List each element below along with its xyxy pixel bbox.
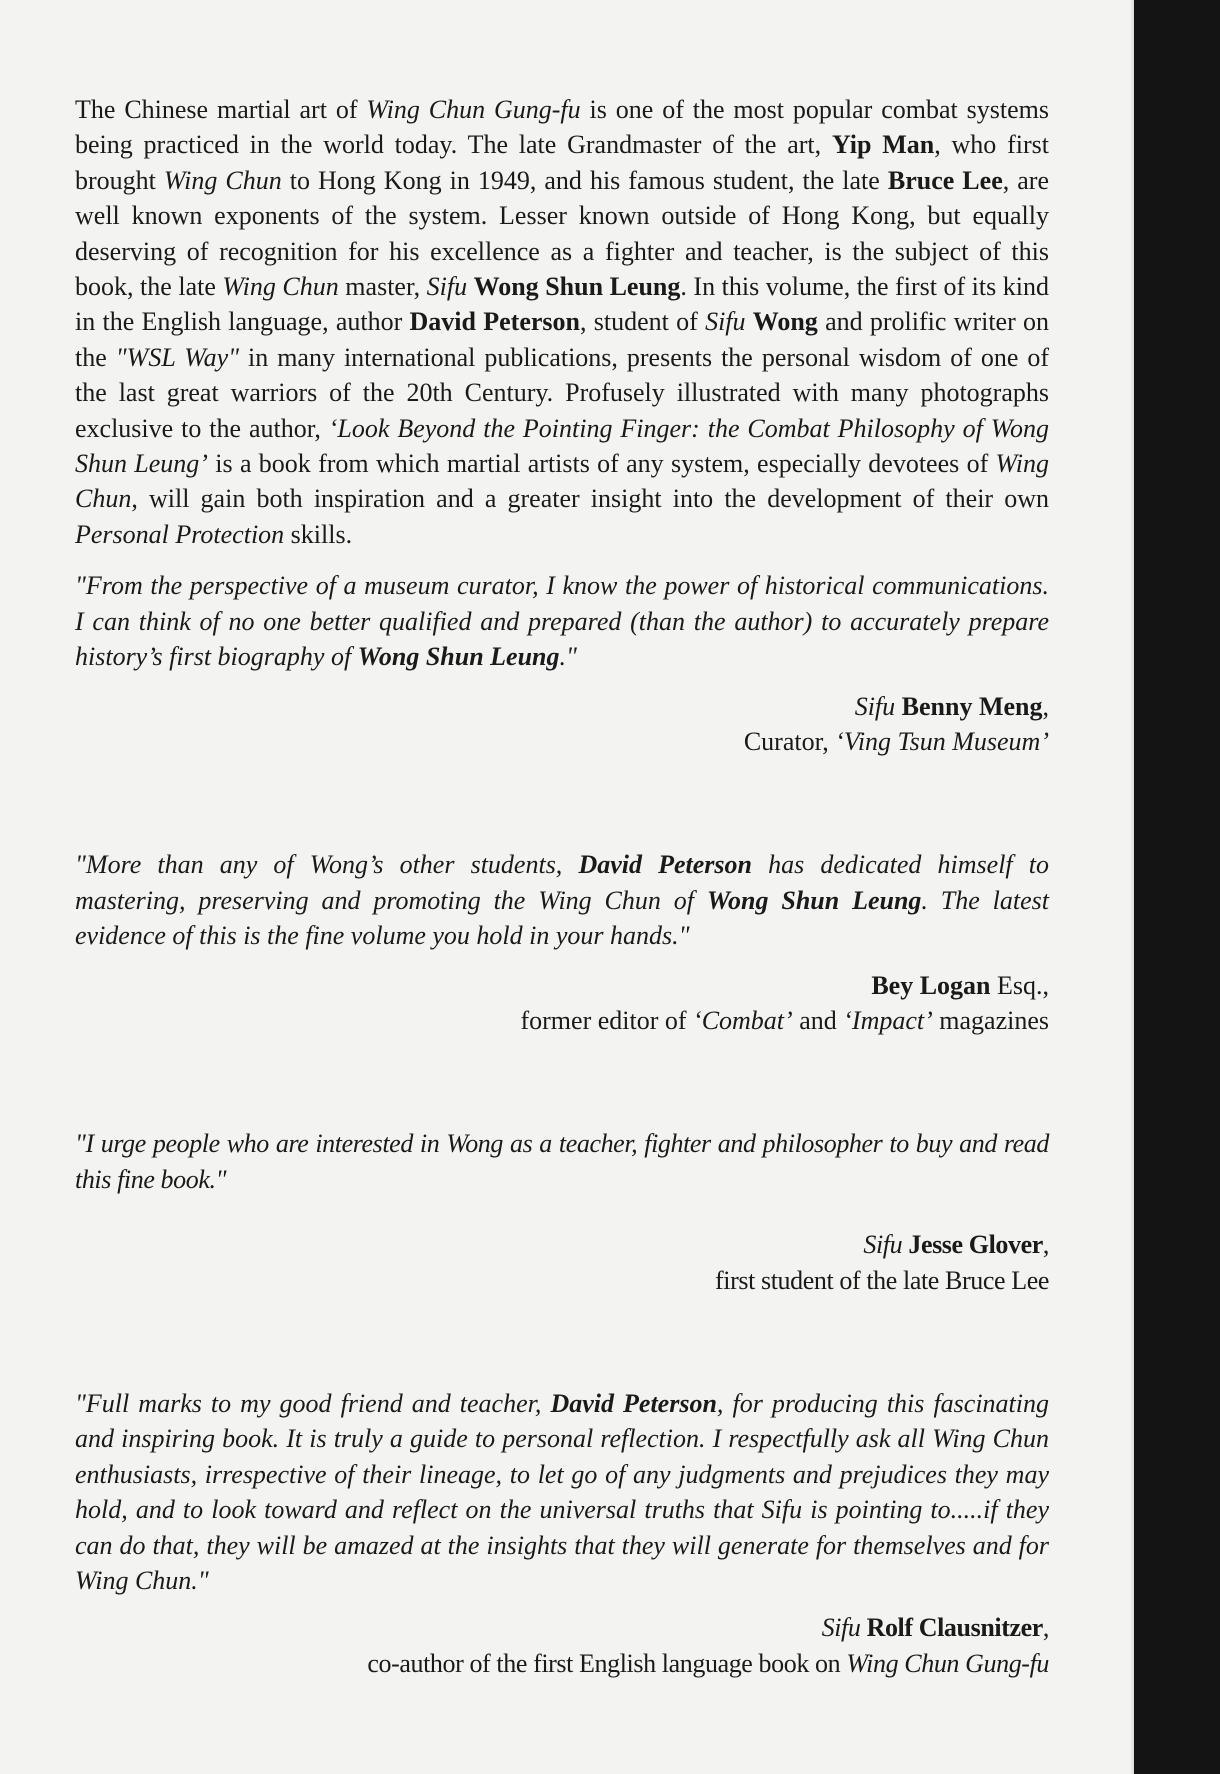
text: , who first brought (75, 130, 1049, 195)
attribution-name: Rolf Clausnitzer (866, 1613, 1043, 1643)
honorific: Sifu (821, 1613, 861, 1643)
person-name: Yip Man (831, 130, 935, 160)
text: is one of the most popular combat systems being practiced in the world today. The late Grandmaster of the art, (75, 95, 1049, 160)
text: skills. (284, 519, 353, 549)
attribution-role: first student of the late Bruce Lee (715, 1265, 1049, 1295)
author-name: David Peterson (550, 1388, 717, 1418)
text: , (1042, 1230, 1049, 1260)
text: , are well known exponents of the system. Lesser known outside of Hong Kong, but equally deserving of recognition for his excellence as a fighter and teacher, is the subject of this book, the late (75, 165, 1049, 302)
quote-text: "More than any of Wong’s other students, (75, 850, 579, 880)
person-name: Wong (752, 307, 818, 337)
text: magazines (932, 1005, 1049, 1035)
quote-text: "From the perspective of a museum curator, I know the power of historical communications. I can think of no one better qualified and prepared (than the author) to accurately prepare history’s first biography of (75, 571, 1049, 672)
testimonial-attribution-meng (75, 689, 1049, 760)
skill-name: Personal Protection (75, 519, 285, 549)
testimonial-quote-meng (75, 568, 1049, 674)
attribution-role: co-author of the first English language book on (367, 1648, 847, 1678)
author-name: David Peterson (409, 307, 580, 337)
quote-text: "I urge people who are interested in Wong as a teacher, fighter and philosopher to buy and read this fine book." (75, 1129, 1049, 1194)
quote-text: ." (559, 642, 577, 672)
text: to Hong Kong in 1949, and his famous student, the late (281, 165, 888, 195)
attribution-name: Bey Logan (871, 970, 991, 1000)
testimonial-quote-glover (75, 1126, 1049, 1197)
quote-text: has dedicated himself to mastering, preserving and promoting the Wing Chun of (75, 850, 1049, 915)
text: in many international publications, presents the personal wisdom of one of the last great warriors of the 20th Century. Profusely illustrated with many photographs exclusive to the author, (75, 342, 1050, 443)
testimonial-quote-clausnitzer (75, 1386, 1049, 1598)
person-name: Bruce Lee (887, 165, 1003, 195)
text (746, 307, 753, 336)
book-spine (1134, 0, 1220, 1774)
text: and prolific writer on the (75, 307, 1050, 372)
person-name: Wong Shun Leung (473, 272, 681, 302)
text: . In this volume, the first of its kind in the English language, author (75, 272, 1050, 337)
person-name: Wong Shun Leung (706, 885, 922, 915)
art-name: Wing Chun (163, 165, 282, 195)
text: , will gain both inspiration and a greater insight into the development of their own (131, 484, 1049, 514)
testimonial-attribution-glover (75, 1227, 1049, 1298)
series-name: "WSL Way" (115, 342, 240, 372)
back-cover-text (75, 92, 1049, 1681)
organization-name: ‘Ving Tsun Museum’ (835, 726, 1049, 756)
quote-text: . The latest evidence of this is the fine volume you hold in your hands." (75, 885, 1049, 951)
author-name: David Peterson (578, 850, 752, 880)
text: Esq., (990, 970, 1049, 1000)
testimonial-quote-logan (75, 847, 1049, 953)
person-name: Wong Shun Leung (357, 642, 560, 672)
testimonial-attribution-clausnitzer (75, 1610, 1049, 1681)
art-name: Wing Chun (75, 449, 1049, 514)
quote-text: , for producing this fascinating and inspiring book. It is truly a guide to personal reflection. I respectfully ask all Wing Chun enthusiasts, irrespective of their lineage, to let go of any judgments and prejudices they may hold, and to look toward and reflect on the universal truths that Sifu is pointing to.....if they can do that, they will be amazed at the insights that they will generate for themselves and for Wing Chun." (75, 1388, 1050, 1595)
attribution-name: Jesse Glover (908, 1230, 1043, 1260)
magazine-name: ‘Impact’ (843, 1005, 933, 1035)
text: , (1042, 1613, 1049, 1643)
quote-text: "Full marks to my good friend and teacher, (75, 1388, 551, 1418)
attribution-role: Curator, (743, 726, 836, 756)
text: master, (338, 272, 427, 302)
text: and (792, 1005, 844, 1035)
book-title: ‘Look Beyond the Pointing Finger: the Combat Philosophy of Wong Shun Leung’ (75, 413, 1049, 479)
art-name: Wing Chun Gung-fu (366, 95, 581, 124)
honorific: Sifu (426, 272, 468, 302)
intro-paragraph (75, 92, 1049, 552)
attribution-name: Benny Meng (901, 691, 1043, 721)
attribution-role: former editor of (520, 1005, 694, 1035)
magazine-name: ‘Combat’ (693, 1005, 793, 1035)
honorific: Sifu (854, 691, 896, 721)
testimonial-attribution-logan (75, 968, 1049, 1039)
art-name: Wing Chun Gung-fu (846, 1648, 1049, 1678)
text: , (1042, 691, 1049, 721)
honorific: Sifu (705, 307, 746, 337)
text: is a book from which martial artists of any system, especially devotees of (207, 449, 996, 479)
art-name: Wing Chun (222, 272, 339, 302)
text: , student of (580, 307, 706, 337)
text: The Chinese martial art of (75, 95, 367, 124)
honorific: Sifu (863, 1230, 903, 1260)
